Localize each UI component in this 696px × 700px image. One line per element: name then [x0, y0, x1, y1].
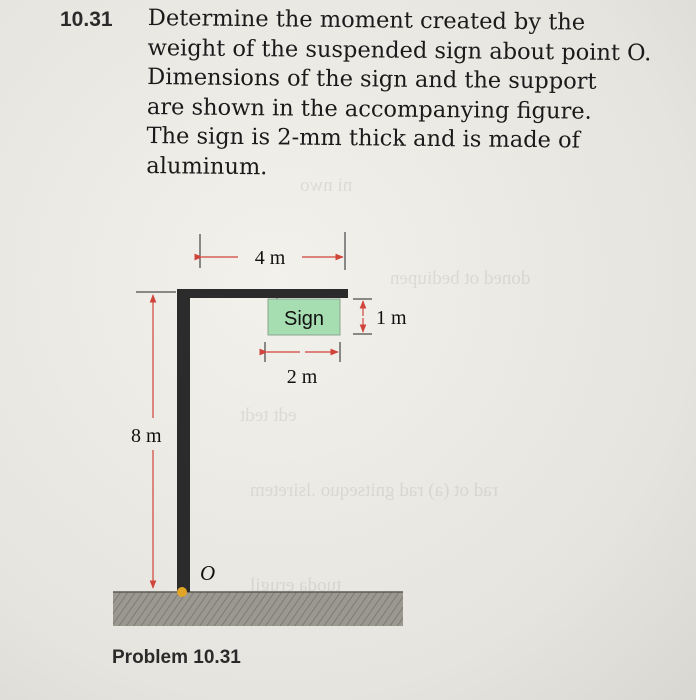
sign-label: Sign [283, 308, 325, 330]
horizontal-arm [177, 289, 348, 298]
problem-line: Determine the moment created by the [147, 4, 586, 36]
dim-4m-label: 4 m [254, 247, 286, 269]
dim-8m-label: 8 m [131, 425, 162, 447]
point-o-label: O [200, 561, 216, 585]
dim-2m-label: 2 m [286, 366, 318, 388]
problem-line: aluminum. [146, 152, 268, 180]
problem-number: 10.31 [60, 8, 113, 31]
vertical-post [177, 289, 190, 592]
point-o-marker [177, 587, 187, 597]
show-through-text: doned ot bediupen [390, 268, 531, 289]
problem-line: Dimensions of the sign and the support [147, 63, 597, 95]
show-through-text: edt tedt [240, 405, 297, 426]
show-through-text: rad ot (a) rad gnitsequo .lsiretem [250, 480, 498, 501]
dim-1m-label: 1 m [376, 307, 407, 329]
show-through-text: ni nwo [300, 175, 353, 196]
show-through-text: tuoda erugil [250, 575, 342, 596]
problem-line: are shown in the accompanying figure. [146, 93, 592, 125]
problem-line: weight of the suspended sign about point O. [147, 34, 652, 66]
problem-line: The sign is 2-mm thick and is made of [146, 122, 581, 154]
figure-caption: Problem 10.31 [112, 647, 241, 668]
ground [113, 592, 403, 626]
